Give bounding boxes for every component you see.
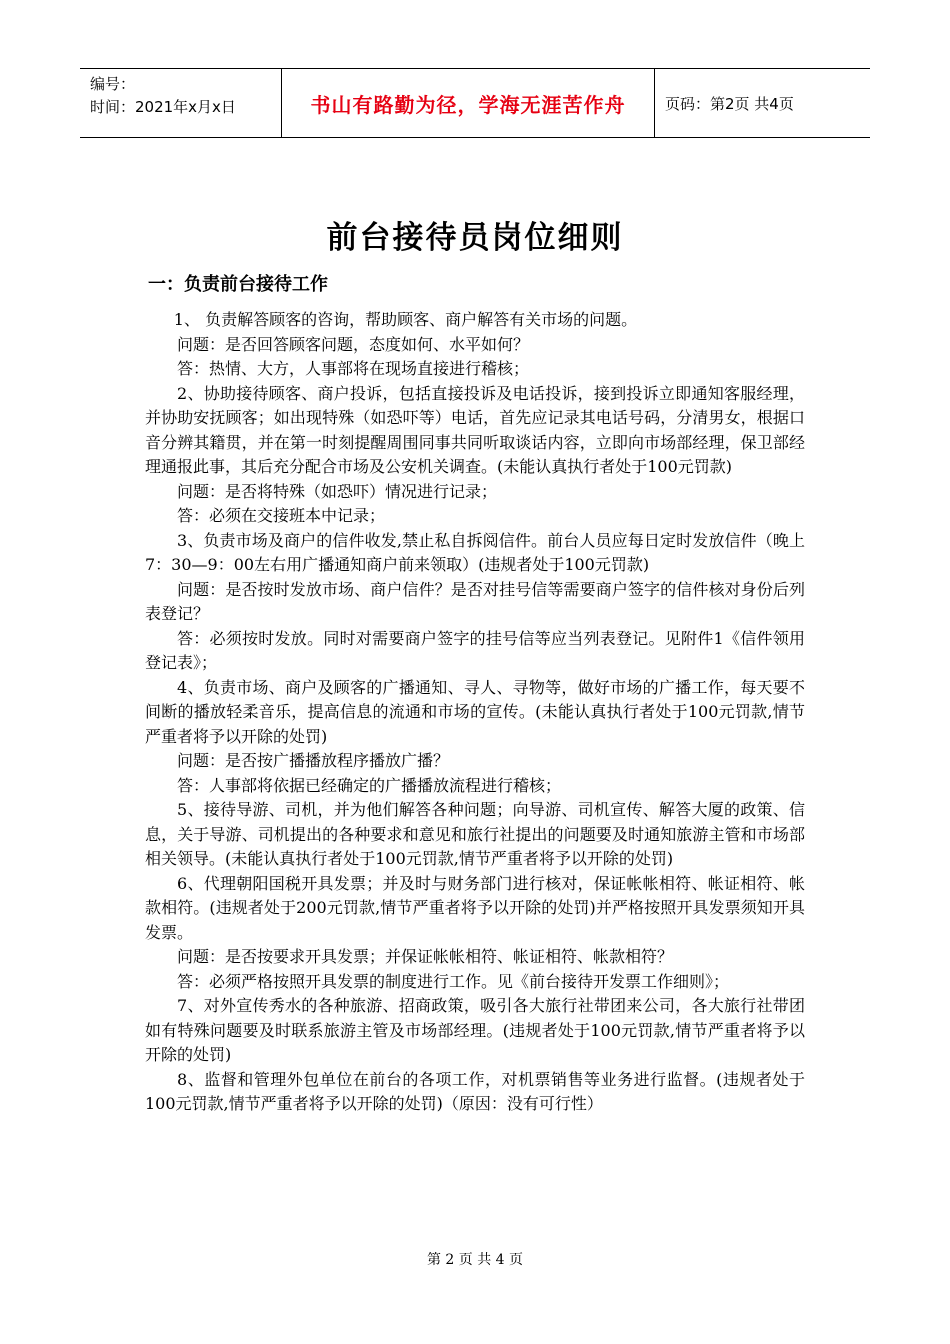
document-title: 前台接待员岗位细则 <box>326 220 624 256</box>
document-number-label: 编号： <box>90 75 136 93</box>
document-body <box>145 308 805 1117</box>
paragraph-18: 8、监督和管理外包单位在前台的各项工作，对机票销售等业务进行监督。(违规者处于100元罚款,情节严重者将予以开除的处罚)（原因：没有可行性） <box>145 1069 805 1113</box>
section-heading: 一：负责前台接待工作 <box>148 274 328 295</box>
header-page-info: 页码：第2页 共4页 <box>665 94 794 113</box>
paragraph-16: 答：必须严格按照开具发票的制度进行工作。见《前台接待开发票工作细则》； <box>177 971 730 991</box>
document-date: 时间：2021年x月x日 <box>90 98 236 116</box>
paragraph-1: 1、 负责解答顾客的咨询，帮助顾客、商户解答有关市场的问题。 <box>173 310 638 329</box>
paragraph-8: 问题：是否按时发放市场、商户信件？是否对挂号信等需要商户签字的信件核对身份后列表登记？ <box>145 579 805 623</box>
paragraph-7: 3、负责市场及商户的信件收发,禁止私自拆阅信件。前台人员应每日定时发放信件（晚上7：30—9：00左右用广播通知商户前来领取）(违规者处于100元罚款) <box>145 530 805 574</box>
paragraph-5: 问题：是否将特殊（如恐吓）情况进行记录； <box>177 481 498 501</box>
paragraph-10: 4、负责市场、商户及顾客的广播通知、寻人、寻物等，做好市场的广播工作，每天要不间断的播放轻柔音乐，提高信息的流通和市场的宣传。(未能认真执行者处于100元罚款,情节严重者将予以开除的处罚) <box>145 677 805 746</box>
header-motto: 书山有路勤为径，学海无涯苦作舟 <box>282 69 655 137</box>
paragraph-14: 6、代理朝阳国税开具发票；并及时与财务部门进行核对，保证帐帐相符、帐证相符、帐款相符。(违规者处于200元罚款,情节严重者将予以开除的处罚)并严格按照开具发票须知开具发票。 <box>145 873 805 942</box>
paragraph-12: 答：人事部将依据已经确定的广播播放流程进行稽核； <box>177 775 562 795</box>
paragraph-11: 问题：是否按广播播放程序播放广播？ <box>177 751 450 770</box>
paragraph-17: 7、对外宣传秀水的各种旅游、招商政策，吸引各大旅行社带团来公司，各大旅行社带团如有特殊问题要及时联系旅游主管及市场部经理。(违规者处于100元罚款,情节严重者将予以开除的处罚) <box>145 996 805 1064</box>
page-header <box>80 68 870 138</box>
paragraph-6: 答：必须在交接班本中记录； <box>177 506 386 525</box>
paragraph-3: 答：热情、大方，人事部将在现场直接进行稽核； <box>177 359 530 378</box>
paragraph-13: 5、接待导游、司机，并为他们解答各种问题；向导游、司机宣传、解答大厦的政策、信息，关于导游、司机提出的各种要求和意见和旅行社提出的问题要及时通知旅游主管和市场部相关领导。(未能认真执行者处于100元罚款,情节严重者将予以开除的处罚) <box>145 800 805 868</box>
page-footer: 第 2 页 共 4 页 <box>426 1252 524 1268</box>
paragraph-15: 问题：是否按要求开具发票；并保证帐帐相符、帐证相符、帐款相符？ <box>177 947 674 966</box>
paragraph-4: 2、协助接待顾客、商户投诉，包括直接投诉及电话投诉，接到投诉立即通知客服经理，并协助安抚顾客；如出现特殊（如恐吓等）电话，首先应记录其电话号码，分清男女，根据口音分辨其籍贯，并在第一时刻提醒周围同事共同听取谈话内容，立即向市场部经理，保卫部经理通报此事，其后充分配合市场及公安机关调查。(未能认真执行者处于100元罚款) <box>145 383 805 476</box>
paragraph-2: 问题：是否回答顾客问题，态度如何、水平如何？ <box>177 334 530 354</box>
paragraph-9: 答：必须按时发放。同时对需要商户签字的挂号信等应当列表登记。见附件1《信件领用登记表》； <box>145 628 805 672</box>
header-meta <box>80 69 282 137</box>
